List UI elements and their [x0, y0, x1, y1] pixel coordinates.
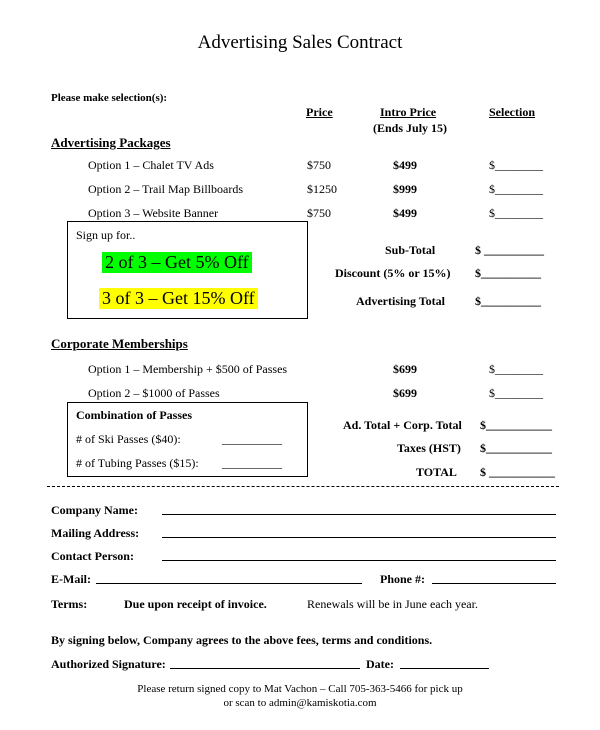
corp-option-2-intro: $699: [393, 386, 417, 400]
intro-price-header: Intro Price: [380, 105, 437, 119]
selection-header: Selection: [489, 105, 535, 119]
price-header: Price: [306, 105, 333, 119]
taxes-field[interactable]: $___________: [480, 441, 552, 455]
discount-label: Discount (5% or 15%): [335, 266, 451, 280]
page-title: Advertising Sales Contract: [197, 32, 403, 53]
contact-person-field[interactable]: [162, 560, 556, 561]
advertising-total-label: Advertising Total: [356, 294, 446, 308]
ad-corp-total-label: Ad. Total + Corp. Total: [343, 418, 462, 432]
ad-option-2-label: Option 2 – Trail Map Billboards: [88, 182, 244, 196]
advertising-total-field[interactable]: $__________: [475, 294, 541, 308]
ad-option-2-price: $1250: [307, 182, 337, 196]
corporate-memberships-heading: Corporate Memberships: [51, 336, 188, 351]
promo-three-of-three: 3 of 3 – Get 15% Off: [99, 288, 258, 309]
footer-return-instructions: Please return signed copy to Mat Vachon – Call 705-363-5466 for pick up: [137, 683, 463, 695]
taxes-label: Taxes (HST): [397, 441, 461, 455]
corp-option-1-intro: $699: [393, 362, 417, 376]
discount-field[interactable]: $__________: [475, 266, 541, 280]
email-field[interactable]: [96, 583, 362, 584]
corp-option-1-selection[interactable]: $________: [489, 362, 543, 376]
advertising-packages-heading: Advertising Packages: [51, 135, 171, 150]
corp-option-1-label: Option 1 – Membership + $500 of Passes: [88, 362, 288, 376]
email-label: E-Mail:: [51, 572, 91, 586]
ski-passes-field[interactable]: __________: [222, 432, 282, 446]
authorized-signature-field[interactable]: [170, 668, 360, 669]
company-name-label: Company Name:: [51, 503, 138, 517]
subtotal-label: Sub-Total: [385, 243, 436, 257]
ad-option-3-selection[interactable]: $________: [489, 206, 543, 220]
mailing-address-field[interactable]: [162, 537, 556, 538]
total-field[interactable]: $ ___________: [480, 465, 555, 479]
corp-option-2-label: Option 2 – $1000 of Passes: [88, 386, 220, 400]
corp-option-2-selection[interactable]: $________: [489, 386, 543, 400]
ad-corp-total-field[interactable]: $___________: [480, 418, 552, 432]
authorized-signature-label: Authorized Signature:: [51, 657, 166, 671]
terms-value: Due upon receipt of invoice.: [124, 597, 267, 611]
ad-option-3-price: $750: [307, 206, 331, 220]
ad-option-1-selection[interactable]: $________: [489, 158, 543, 172]
total-label: TOTAL: [416, 465, 457, 479]
ad-option-1-price: $750: [307, 158, 331, 172]
signing-agreement: By signing below, Company agrees to the above fees, terms and conditions.: [51, 633, 433, 647]
combination-title: Combination of Passes: [76, 408, 193, 422]
footer-scan-instructions: or scan to admin@kamiskotia.com: [223, 697, 377, 709]
terms-label: Terms:: [51, 597, 88, 611]
tubing-passes-field[interactable]: __________: [222, 456, 282, 470]
renewals-note: Renewals will be in June each year.: [307, 597, 478, 611]
intro-ends-note: (Ends July 15): [373, 121, 448, 135]
ad-option-2-selection[interactable]: $________: [489, 182, 543, 196]
ad-option-2-intro: $999: [393, 182, 417, 196]
contact-person-label: Contact Person:: [51, 549, 134, 563]
ski-passes-label: # of Ski Passes ($40):: [76, 432, 181, 446]
ad-option-1-intro: $499: [393, 158, 417, 172]
promo-two-of-three: 2 of 3 – Get 5% Off: [102, 252, 252, 273]
date-label: Date:: [366, 657, 394, 671]
phone-field[interactable]: [432, 583, 556, 584]
ad-option-1-label: Option 1 – Chalet TV Ads: [88, 158, 214, 172]
mailing-address-label: Mailing Address:: [51, 526, 140, 540]
ad-option-3-label: Option 3 – Website Banner: [88, 206, 219, 220]
company-name-field[interactable]: [162, 514, 556, 515]
date-field[interactable]: [400, 668, 489, 669]
signup-label: Sign up for..: [76, 228, 136, 242]
selection-instruction: Please make selection(s):: [51, 92, 168, 104]
section-divider: [47, 486, 559, 487]
phone-label: Phone #:: [380, 572, 425, 586]
subtotal-field[interactable]: $ __________: [475, 243, 544, 257]
ad-option-3-intro: $499: [393, 206, 417, 220]
tubing-passes-label: # of Tubing Passes ($15):: [76, 456, 199, 470]
